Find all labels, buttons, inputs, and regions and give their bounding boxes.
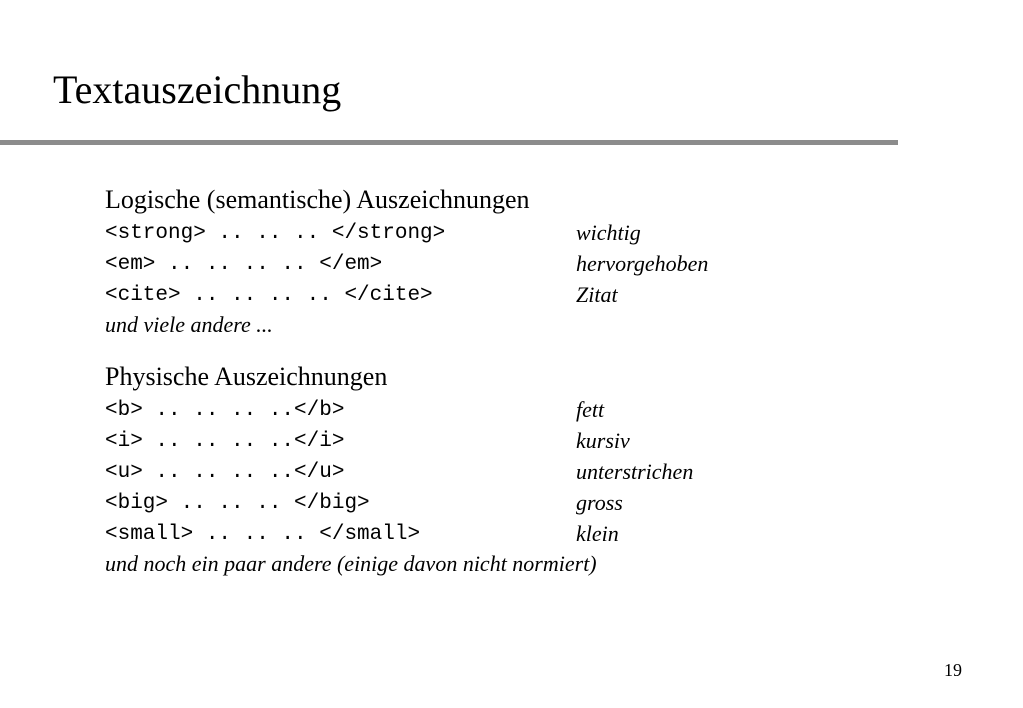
markup-meaning: fett [576, 397, 605, 422]
markup-meaning: wichtig [576, 220, 641, 245]
markup-meaning: unterstrichen [576, 459, 694, 484]
markup-row-big [105, 487, 905, 518]
logical-markup-note: und viele andere ... [105, 312, 273, 337]
markup-code: <strong> .. .. .. </strong> [105, 222, 446, 245]
markup-code: <small> .. .. .. </small> [105, 523, 421, 546]
logical-markup-heading: Logische (semantische) Auszeichnungen [105, 185, 530, 214]
markup-meaning: Zitat [576, 282, 618, 307]
markup-row-cite [105, 279, 905, 310]
markup-meaning: hervorgehoben [576, 251, 709, 276]
page-number: 19 [944, 660, 962, 680]
physical-markup-heading: Physische Auszeichnungen [105, 362, 388, 391]
markup-code: <big> .. .. .. </big> [105, 492, 370, 515]
markup-code: <cite> .. .. .. .. </cite> [105, 284, 433, 307]
markup-row-b [105, 394, 905, 425]
physical-markup-section [105, 360, 905, 579]
slide-title: Textauszeichnung [53, 67, 342, 112]
markup-meaning: kursiv [576, 428, 630, 453]
slide-content [105, 183, 905, 579]
markup-row-small [105, 518, 905, 549]
markup-row-u [105, 456, 905, 487]
markup-meaning: gross [576, 490, 623, 515]
markup-code: <i> .. .. .. ..</i> [105, 430, 345, 453]
markup-row-em [105, 248, 905, 279]
markup-row-i [105, 425, 905, 456]
markup-meaning: klein [576, 521, 619, 546]
markup-row-strong [105, 217, 905, 248]
markup-code: <u> .. .. .. ..</u> [105, 461, 345, 484]
physical-markup-note: und noch ein paar andere (einige davon nicht normiert) [105, 551, 597, 576]
title-divider [0, 140, 898, 145]
markup-code: <em> .. .. .. .. </em> [105, 253, 383, 276]
logical-markup-section [105, 183, 905, 340]
markup-code: <b> .. .. .. ..</b> [105, 399, 345, 422]
